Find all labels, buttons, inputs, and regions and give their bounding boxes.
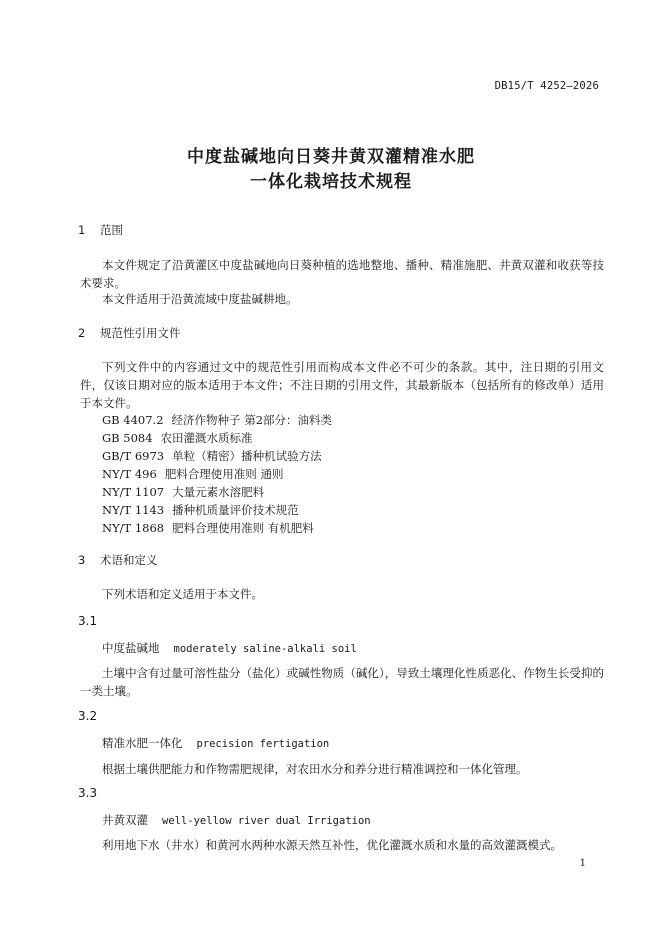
term-chinese: 精准水肥一体化 — [102, 736, 183, 750]
reference-title: 肥料合理使用准则 通则 — [164, 467, 284, 481]
reference-title: 肥料合理使用准则 有机肥料 — [172, 521, 314, 535]
reference-code: NY/T 1868 — [102, 521, 165, 535]
scope-paragraph-2: 本文件适用于沿黄流域中度盐碱耕地。 — [102, 292, 298, 306]
scope-paragraph-1: 本文件规定了沿黄灌区中度盐碱地向日葵种植的选地整地、播种、精准施肥、井黄双灌和收获等技术要求。 — [80, 258, 604, 290]
reference-title: 经济作物种子 第2部分：油料类 — [171, 413, 333, 427]
reference-title: 农田灌溉水质标准 — [160, 431, 253, 445]
section-number: 2 — [78, 326, 86, 340]
section-title: 术语和定义 — [100, 553, 158, 567]
term-english: well-yellow river dual Irrigation — [162, 815, 371, 827]
term-chinese: 中度盐碱地 — [102, 641, 160, 655]
term-entry — [102, 640, 357, 656]
reference-code: GB 4407.2 — [102, 413, 164, 427]
term-number: 3.2 — [78, 709, 98, 723]
term-definition: 根据土壤供肥能力和作物需肥规律，对农田水分和养分进行精准调控和一体化管理。 — [102, 762, 528, 776]
section-title: 范围 — [100, 223, 123, 237]
reference-title: 播种机质量评价技术规范 — [172, 503, 299, 517]
section-heading-normative-references — [78, 325, 181, 341]
reference-item — [102, 484, 264, 500]
standard-code: DB15/T 4252—2026 — [494, 80, 599, 92]
reference-item — [102, 520, 314, 536]
document-title-line-2: 一体化栽培技术规程 — [250, 172, 412, 192]
normative-intro-paragraph: 下列文件中的内容通过文中的规范性引用而构成本文件必不可少的条款。其中，注日期的引用文件，仅该日期对应的版本适用于本文件；不注日期的引用文件，其最新版本（包括所有的修改单）适用于本文件。 — [80, 360, 604, 410]
terms-intro-paragraph: 下列术语和定义适用于本文件。 — [102, 587, 263, 601]
term-entry — [102, 812, 371, 828]
reference-code: NY/T 1107 — [102, 485, 165, 499]
reference-title: 单粒（精密）播种机试验方法 — [172, 449, 322, 463]
term-definition: 土壤中含有过量可溶性盐分（盐化）或碱性物质（碱化），导致土壤理化性质恶化、作物生长受抑的一类土壤。 — [80, 666, 604, 698]
reference-item — [102, 448, 322, 464]
reference-item — [102, 412, 332, 428]
term-english: moderately saline-alkali soil — [173, 643, 357, 655]
section-heading-scope — [78, 222, 123, 238]
reference-title: 大量元素水溶肥料 — [172, 485, 265, 499]
section-heading-terms-and-definitions — [78, 552, 158, 568]
term-definition: 利用地下水（井水）和黄河水两种水源天然互补性，优化灌溉水质和水量的高效灌溉模式。 — [102, 838, 562, 852]
reference-item — [102, 502, 299, 518]
reference-code: NY/T 1143 — [102, 503, 165, 517]
reference-code: GB 5084 — [102, 431, 153, 445]
term-entry — [102, 735, 329, 751]
section-title: 规范性引用文件 — [100, 326, 181, 340]
section-number: 1 — [78, 223, 86, 237]
reference-code: GB/T 6973 — [102, 449, 165, 463]
term-english: precision fertigation — [196, 738, 330, 750]
term-chinese: 井黄双灌 — [102, 813, 148, 827]
term-number: 3.1 — [78, 614, 98, 628]
term-number: 3.3 — [78, 786, 98, 800]
reference-code: NY/T 496 — [102, 467, 157, 481]
section-number: 3 — [78, 553, 86, 567]
reference-item — [102, 466, 283, 482]
document-title-line-1: 中度盐碱地向日葵井黄双灌精准水肥 — [187, 147, 475, 167]
page-number: 1 — [579, 858, 586, 869]
reference-item — [102, 430, 253, 446]
